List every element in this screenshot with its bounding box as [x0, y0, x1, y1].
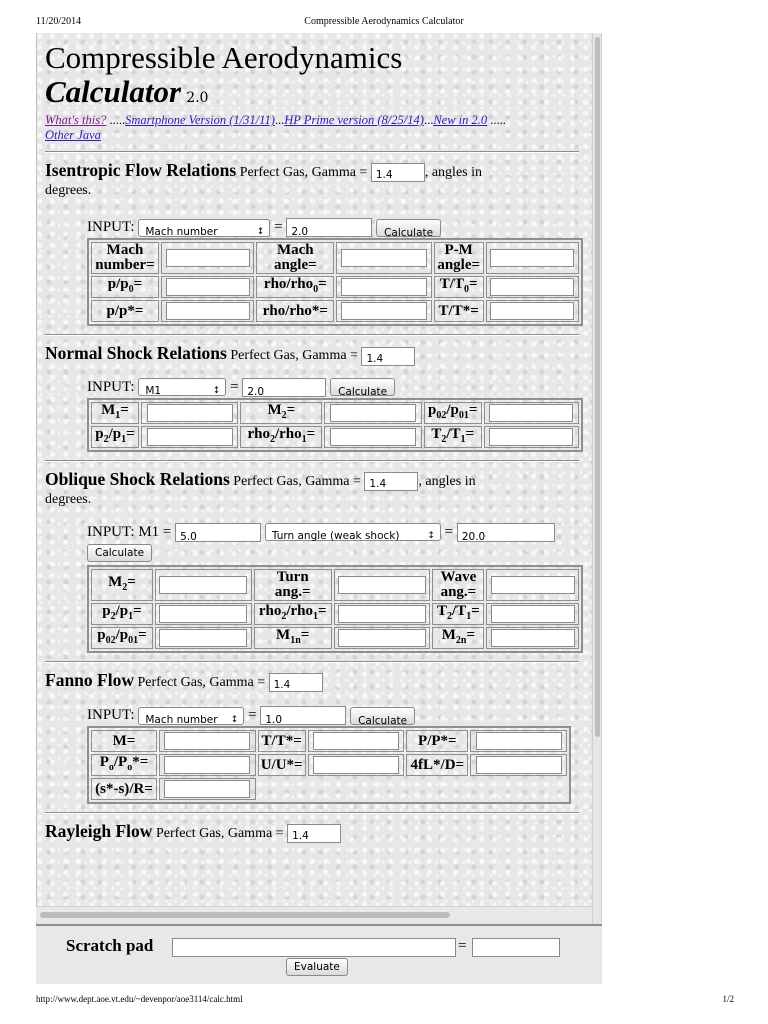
label-text: T	[437, 602, 448, 619]
label-subscript: 0	[313, 284, 319, 296]
p-pstar-label: p/p*=	[91, 300, 159, 322]
normal-results-table	[87, 398, 583, 452]
label-text: Mach	[276, 242, 314, 259]
whats-this-link[interactable]: What's this?	[45, 113, 107, 127]
link-separator: ...	[274, 113, 285, 127]
select-arrow-icon: ↕	[256, 226, 265, 237]
t-tstar-field[interactable]	[313, 732, 399, 750]
hp-prime-version-link[interactable]: HP Prime version (8/25/14)	[284, 113, 424, 127]
t-tstar-label: T/T*=	[434, 300, 484, 322]
result-cell	[484, 402, 579, 424]
angles-note: , angles in	[424, 165, 482, 180]
p2-p1-label: $p_2/p_1=$	[91, 426, 139, 448]
p-pstar-field[interactable]	[476, 732, 562, 750]
oblique-results-table	[87, 565, 583, 653]
fanno-input-select[interactable]	[138, 707, 244, 725]
select-value: M1	[145, 385, 162, 398]
rayleigh-title: Rayleigh Flow	[45, 821, 153, 842]
fanno-header	[45, 671, 579, 692]
label-text: angle=	[273, 257, 317, 274]
label-subscript: 2	[281, 409, 287, 421]
input-label: INPUT:	[87, 707, 135, 724]
angles-note: degrees.	[45, 491, 92, 507]
label-text: p	[95, 425, 104, 442]
browser-viewport	[36, 33, 600, 924]
p-pstar-label: P/P*=	[406, 730, 468, 752]
label-subscript: 0	[128, 284, 134, 296]
result-cell	[324, 426, 421, 448]
result-cell	[336, 300, 431, 322]
result-cell	[486, 300, 579, 322]
select-arrow-icon: ↕	[230, 714, 239, 725]
select-value: Mach number	[145, 713, 218, 726]
result-cell	[334, 627, 431, 649]
turn-angle-label	[254, 569, 332, 601]
p-p0-label: $p/p_0=$	[91, 276, 159, 298]
equals-sign: =	[444, 523, 454, 540]
label-text: Mach	[106, 242, 144, 259]
label-subscript: 02	[105, 634, 116, 646]
result-cell	[155, 603, 252, 625]
normal-shock-title: Normal Shock Relations	[45, 343, 227, 364]
t2-t1-label: $T_2/T_1=$	[432, 603, 484, 625]
isentropic-value-input[interactable]: 2.0	[286, 218, 372, 237]
label-text: /rho	[274, 425, 302, 442]
p2-p1-label: $p_2/p_1=$	[91, 603, 153, 625]
m2-field[interactable]	[159, 576, 247, 594]
scrollbar-thumb[interactable]	[40, 912, 450, 918]
fl-field[interactable]	[476, 756, 562, 774]
label-text: /P	[113, 754, 128, 771]
p-p0-field[interactable]	[166, 278, 250, 296]
po-postar-label	[91, 754, 157, 776]
result-cell	[486, 627, 579, 649]
label-subscript: 2	[441, 433, 447, 445]
result-cell	[155, 627, 252, 649]
oblique-angle-input[interactable]: 20.0	[457, 523, 555, 542]
p02-p01-field[interactable]	[159, 629, 247, 647]
label-text: /rho	[286, 602, 313, 619]
gamma-label: Perfect Gas, Gamma =	[233, 473, 361, 489]
oblique-m1-input[interactable]: 5.0	[175, 523, 261, 542]
oblique-calculate-button[interactable]: Calculate	[87, 544, 152, 562]
isentropic-input-row	[87, 216, 579, 238]
p-pstar-field[interactable]	[166, 302, 250, 320]
smartphone-version-link[interactable]: Smartphone Version (1/31/11)	[125, 113, 275, 127]
label-text: Wave	[440, 568, 477, 585]
label-text: ang.=	[274, 583, 311, 600]
t-t0-field[interactable]	[490, 278, 574, 296]
label-text: number=	[95, 257, 155, 274]
label-text: /T	[446, 425, 461, 442]
m1n-label: $M_{1n}=$	[254, 627, 332, 649]
new-in-link[interactable]: New in 2.0	[433, 113, 488, 127]
normal-value-input[interactable]: 2.0	[242, 378, 326, 397]
label-text: *=	[132, 754, 149, 771]
normal-gamma-input[interactable]: 1.4	[361, 347, 415, 366]
result-cell	[486, 276, 579, 298]
select-value: Mach number	[145, 225, 218, 238]
select-value: Turn angle (weak shock)	[271, 530, 400, 543]
oblique-shock-title: Oblique Shock Relations	[45, 468, 230, 489]
m2n-label: $M_{2n}=$	[432, 627, 484, 649]
label-subscript: 1	[460, 433, 466, 445]
print-url: http://www.dept.aoe.vt.edu/~devenpor/aoe3114/calc.html	[36, 994, 243, 1004]
mach-number-label	[91, 242, 159, 274]
isentropic-calculate-button[interactable]: Calculate	[376, 219, 441, 237]
label-text: /p	[115, 626, 129, 643]
result-cell	[308, 754, 405, 776]
label-text: Turn	[276, 568, 309, 585]
result-cell	[141, 426, 238, 448]
page-number: 1/2	[722, 994, 734, 1004]
rho2-rho1-label: rho$_2$/rho$_1$=	[254, 603, 332, 625]
label-text: P	[99, 754, 109, 771]
link-separator: ...	[423, 113, 434, 127]
turn-angle-field[interactable]	[338, 576, 426, 594]
label-text: T	[431, 425, 442, 442]
mach-number-field[interactable]	[166, 249, 250, 267]
label-subscript: 2	[103, 433, 109, 445]
wave-angle-label	[432, 569, 484, 601]
equals-sign: =	[230, 378, 239, 395]
vertical-scrollbar[interactable]	[592, 33, 602, 924]
oblique-gamma-input[interactable]: 1.4	[364, 472, 418, 491]
fl-label: 4fL*/D=	[406, 754, 468, 776]
page-title: Compressible Aerodynamics	[45, 40, 403, 75]
divider	[45, 812, 579, 814]
oblique-angle-select[interactable]	[265, 523, 441, 541]
result-cell	[155, 569, 252, 601]
t-tstar-label: T/T*=	[258, 730, 306, 752]
rayleigh-gamma-input[interactable]: 1.4	[287, 824, 341, 843]
input-label: INPUT:	[87, 378, 135, 395]
result-cell	[308, 730, 405, 752]
result-cell	[484, 426, 579, 448]
label-text: p	[428, 401, 437, 418]
horizontal-scrollbar[interactable]	[36, 906, 592, 922]
oblique-calc-row	[87, 543, 579, 561]
label-subscript: 2n	[455, 634, 467, 646]
entropy-label: (s*-s)/R=	[91, 778, 157, 800]
isentropic-title: Isentropic Flow Relations	[45, 160, 237, 180]
label-subscript: 2	[447, 610, 453, 622]
evaluate-button[interactable]: Evaluate	[286, 958, 348, 976]
gamma-label: Perfect Gas, Gamma =	[239, 165, 368, 180]
t2-t1-field[interactable]	[491, 605, 575, 623]
result-cell	[161, 276, 254, 298]
link-separator: .....	[106, 113, 126, 127]
label-text: rho	[258, 602, 282, 619]
label-subscript: o	[108, 762, 114, 774]
page-content	[45, 37, 579, 843]
select-arrow-icon: ↕	[427, 531, 435, 542]
label-subscript: 1	[115, 409, 121, 421]
label-text: angle=	[437, 257, 481, 274]
result-cell	[470, 754, 567, 776]
result-cell	[486, 242, 579, 274]
label-text: /T	[452, 602, 467, 619]
p02-p01-label: $p_{02}/p_{01}=$	[91, 627, 153, 649]
rho2-rho1-field[interactable]	[330, 428, 416, 446]
rho2-rho1-field[interactable]	[338, 605, 426, 623]
normal-shock-header	[45, 344, 579, 365]
rho2-rho1-label: rho$_2$/rho$_1$=	[240, 426, 322, 448]
m1-field[interactable]	[147, 404, 233, 422]
fanno-title: Fanno Flow	[45, 669, 134, 690]
t-t0-label: $T/T_0=$	[434, 276, 484, 298]
fanno-gamma-input[interactable]: 1.4	[269, 673, 323, 692]
m2n-field[interactable]	[491, 629, 575, 647]
print-date: 11/20/2014	[36, 16, 82, 27]
m-label: M=	[91, 730, 157, 752]
label-subscript: 01	[458, 409, 469, 421]
isentropic-results-table	[87, 238, 583, 326]
entropy-field[interactable]	[164, 780, 250, 798]
rayleigh-header	[45, 822, 579, 843]
divider	[45, 460, 579, 462]
rho-rho0-field[interactable]	[341, 278, 427, 296]
scratch-pad-result[interactable]	[472, 938, 560, 957]
label-subscript: 2	[281, 610, 287, 622]
m1-label: M1 =	[138, 523, 172, 540]
result-cell	[161, 300, 254, 322]
t2-t1-field[interactable]	[489, 428, 573, 446]
divider	[45, 151, 579, 153]
label-text: /p	[115, 602, 129, 619]
label-text: /p	[446, 401, 459, 418]
pm-angle-label	[434, 242, 484, 274]
result-cell	[159, 730, 256, 752]
pm-angle-field[interactable]	[490, 249, 574, 267]
divider	[45, 661, 579, 663]
label-subscript: 1	[313, 610, 318, 622]
result-cell	[141, 402, 238, 424]
isentropic-input-select[interactable]	[138, 219, 270, 237]
result-cell	[324, 402, 421, 424]
m1n-field[interactable]	[338, 629, 426, 647]
version-label: 2.0	[186, 90, 209, 106]
p2-p1-field[interactable]	[147, 428, 233, 446]
label-text: M	[101, 401, 116, 418]
t2-t1-label: $T_2/T_1=$	[424, 426, 482, 448]
page-subtitle	[45, 75, 579, 109]
result-cell	[336, 242, 431, 274]
mach-angle-label	[256, 242, 334, 274]
label-subscript: 1n	[290, 634, 301, 646]
label-subscript: 02	[436, 409, 447, 421]
result-cell	[161, 242, 254, 274]
m1-label: $M_1=$	[91, 402, 139, 424]
label-text: M	[267, 401, 282, 418]
label-text: p	[102, 602, 111, 619]
gamma-label: Perfect Gas, Gamma =	[137, 674, 266, 690]
label-subscript: 1	[128, 610, 134, 622]
label-subscript: 01	[128, 634, 139, 646]
result-cell	[334, 603, 431, 625]
u-ustar-label: U/U*=	[258, 754, 306, 776]
t-tstar-field[interactable]	[490, 302, 574, 320]
p02-p01-label: $p_{02}/p_{01}=$	[424, 402, 482, 424]
rho-rhostar-label: rho/rho*=	[256, 300, 334, 322]
label-text: M	[441, 626, 456, 643]
equals-sign: =	[274, 219, 283, 236]
result-cell	[159, 754, 256, 776]
scratch-pad-input[interactable]	[172, 938, 456, 957]
label-subscript: o	[127, 762, 133, 774]
label-text: rho/rho	[263, 276, 314, 293]
label-subscript: 2	[122, 581, 128, 593]
equals-sign: =	[458, 938, 467, 954]
label-subscript: 1	[121, 433, 127, 445]
normal-calculate-button[interactable]: Calculate	[330, 378, 395, 396]
m2-label: $M_2=$	[91, 569, 153, 601]
po-postar-field[interactable]	[164, 756, 250, 774]
result-cell	[486, 569, 579, 601]
normal-input-row	[87, 376, 579, 398]
label-subscript: 1	[466, 610, 472, 622]
label-subscript: 1	[301, 433, 307, 445]
normal-input-select[interactable]	[138, 378, 226, 396]
rho-rhostar-field[interactable]	[341, 302, 427, 320]
result-cell	[486, 603, 579, 625]
p2-p1-field[interactable]	[159, 605, 247, 623]
fanno-value-input[interactable]: 1.0	[260, 706, 346, 725]
result-cell	[470, 730, 567, 752]
m2-label: $M_2=$	[240, 402, 322, 424]
divider	[45, 334, 579, 336]
print-title: Compressible Aerodynamics Calculator	[304, 16, 464, 27]
equals-sign: =	[248, 707, 257, 724]
link-separator: .....	[487, 113, 506, 127]
rho-rho0-label: rho/rho$_0$=	[256, 276, 334, 298]
result-cell	[336, 276, 431, 298]
fanno-input-row	[87, 704, 579, 726]
label-text: M	[276, 626, 291, 643]
label-text: P-M	[444, 242, 473, 259]
scrollbar-thumb[interactable]	[595, 37, 600, 737]
calculator-title: Calculator	[45, 74, 182, 109]
label-text: T/T	[439, 276, 464, 293]
oblique-shock-header	[45, 470, 579, 509]
angles-note: , angles in	[418, 473, 476, 489]
label-text: M	[108, 573, 123, 590]
p02-p01-field[interactable]	[489, 404, 573, 422]
other-java-link[interactable]: Other Java	[45, 128, 101, 142]
input-label: INPUT:	[87, 523, 135, 540]
u-ustar-field[interactable]	[313, 756, 399, 774]
isentropic-header	[45, 161, 579, 200]
angles-note: degrees.	[45, 183, 92, 199]
label-text: ang.=	[440, 583, 477, 600]
result-cell	[334, 569, 431, 601]
wave-angle-field[interactable]	[491, 576, 575, 594]
mach-angle-field[interactable]	[341, 249, 427, 267]
header-links	[45, 113, 579, 143]
oblique-input-row	[87, 521, 579, 543]
isentropic-gamma-input[interactable]: 1.4	[371, 163, 425, 182]
label-text: p/p	[107, 276, 129, 293]
fanno-results-table	[87, 726, 571, 804]
input-label: INPUT:	[87, 219, 135, 236]
fanno-calculate-button[interactable]: Calculate	[350, 707, 415, 725]
result-cell	[159, 778, 256, 800]
gamma-label: Perfect Gas, Gamma =	[230, 348, 358, 364]
m-field[interactable]	[164, 732, 250, 750]
label-text: rho	[247, 425, 270, 442]
gamma-label: Perfect Gas, Gamma =	[155, 826, 284, 842]
label-text: p	[97, 626, 106, 643]
scratch-pad-label: Scratch pad	[66, 936, 154, 955]
scratch-pad-frame	[36, 924, 602, 984]
label-subscript: 0	[463, 284, 469, 296]
label-subscript: 2	[110, 610, 116, 622]
select-arrow-icon: ↕	[212, 386, 221, 397]
m2-field[interactable]	[330, 404, 416, 422]
label-subscript: 2	[269, 433, 275, 445]
label-text: /p	[108, 425, 122, 442]
